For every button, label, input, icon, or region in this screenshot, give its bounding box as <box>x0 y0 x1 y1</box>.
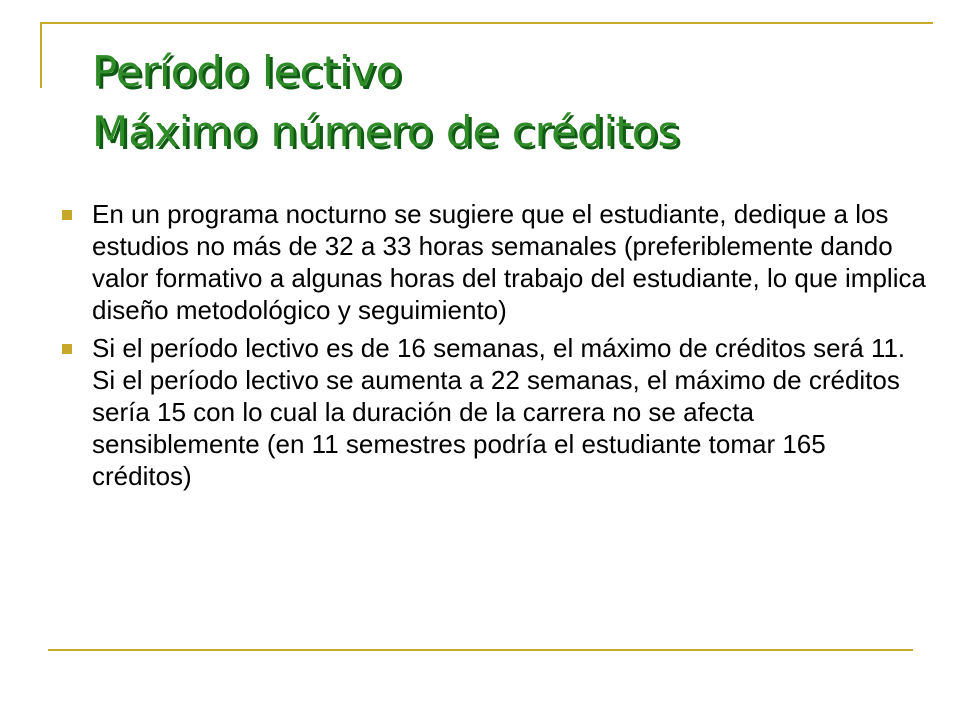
top-rule <box>40 22 933 24</box>
bullet-list <box>58 198 928 498</box>
left-rule <box>40 22 42 88</box>
bullet-item <box>58 198 928 326</box>
bullet-item <box>58 332 928 492</box>
bottom-rule <box>48 649 913 651</box>
bullet-text: Si el período lectivo es de 16 semanas, el máximo de créditos será 11. Si el período lectivo se aumenta a 22 semanas, el máximo de créditos sería 15 con lo cual la duración de la carrera no se afecta sensiblemente (en 11 semestres podría el estudiante tomar 165 créditos) <box>92 333 906 491</box>
square-bullet-icon <box>62 210 72 220</box>
title-line-2: Máximo número de créditos <box>92 107 680 156</box>
slide-title <box>92 42 679 162</box>
title-line-1: Período lectivo <box>92 47 402 96</box>
square-bullet-icon <box>62 344 72 354</box>
bullet-text: En un programa nocturno se sugiere que el estudiante, dedique a los estudios no más de 32 a 33 horas semanales (preferiblemente dando valor formativo a algunas horas del trabajo del estudiante, lo que implica diseño metodológico y seguimiento) <box>92 199 926 325</box>
